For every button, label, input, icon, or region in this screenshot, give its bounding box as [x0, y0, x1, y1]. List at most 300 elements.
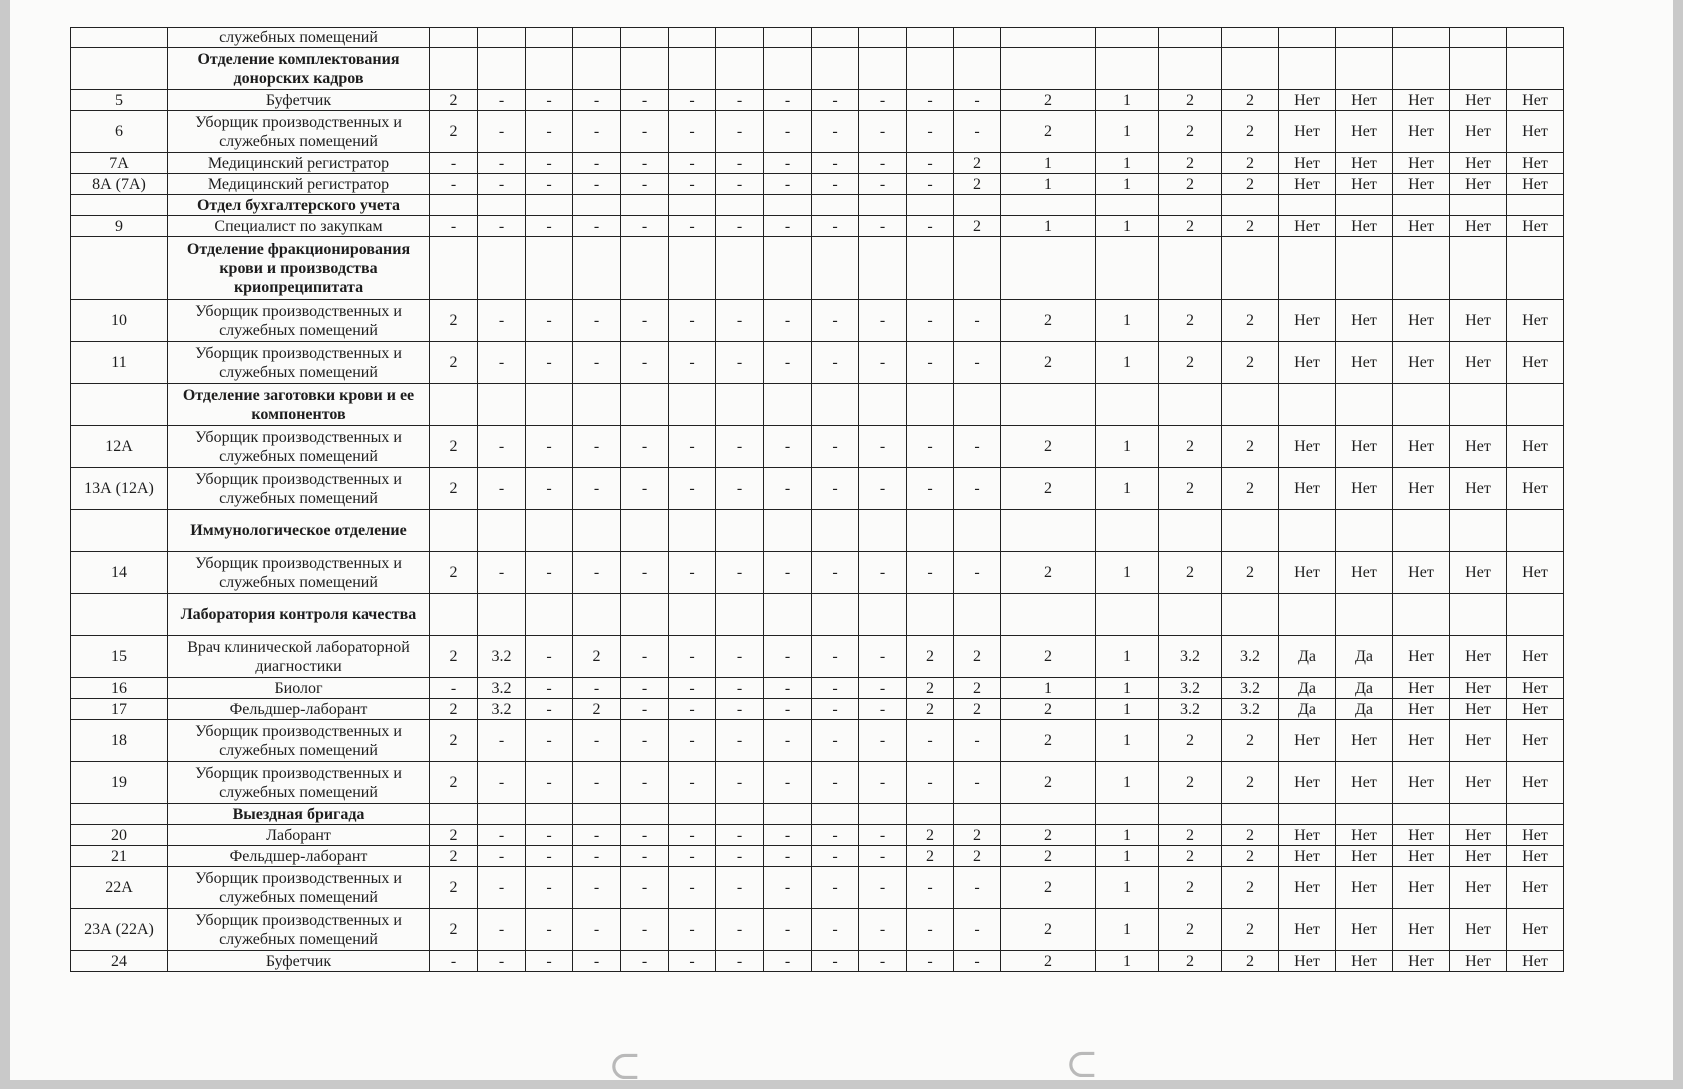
- job-title-cell: Фельдшер-лаборант: [168, 846, 430, 867]
- value-cell: [859, 195, 907, 216]
- value-cell: Нет: [1393, 111, 1450, 153]
- value-cell: -: [621, 846, 669, 867]
- value-cell: -: [812, 636, 859, 678]
- section-row: [71, 195, 1564, 216]
- value-cell: 1: [1001, 153, 1096, 174]
- value-cell: Нет: [1450, 342, 1507, 384]
- value-cell: -: [954, 720, 1001, 762]
- value-cell: -: [621, 951, 669, 972]
- value-cell: Нет: [1336, 552, 1393, 594]
- value-cell: -: [764, 216, 812, 237]
- value-cell: Нет: [1393, 636, 1450, 678]
- value-cell: 2: [1001, 426, 1096, 468]
- value-cell: Нет: [1336, 468, 1393, 510]
- value-cell: -: [621, 90, 669, 111]
- value-cell: [1096, 594, 1159, 636]
- value-cell: 1: [1096, 909, 1159, 951]
- value-cell: 1: [1001, 678, 1096, 699]
- value-cell: [1336, 195, 1393, 216]
- value-cell: Нет: [1393, 762, 1450, 804]
- table-row: [71, 552, 1564, 594]
- value-cell: 3.2: [478, 636, 526, 678]
- value-cell: [1159, 48, 1222, 90]
- row-number-cell: [71, 804, 168, 825]
- value-cell: [1279, 384, 1336, 426]
- value-cell: [430, 384, 478, 426]
- value-cell: Нет: [1393, 174, 1450, 195]
- row-number-cell: [71, 237, 168, 300]
- table-row: [71, 342, 1564, 384]
- value-cell: Нет: [1279, 468, 1336, 510]
- value-cell: -: [764, 111, 812, 153]
- value-cell: -: [907, 867, 954, 909]
- value-cell: [1001, 237, 1096, 300]
- value-cell: -: [478, 111, 526, 153]
- value-cell: -: [716, 762, 764, 804]
- value-cell: Нет: [1279, 846, 1336, 867]
- value-cell: Да: [1336, 699, 1393, 720]
- value-cell: 1: [1096, 468, 1159, 510]
- value-cell: [478, 237, 526, 300]
- value-cell: -: [859, 552, 907, 594]
- value-cell: -: [621, 909, 669, 951]
- value-cell: [1001, 28, 1096, 48]
- value-cell: -: [716, 468, 764, 510]
- value-cell: Нет: [1450, 636, 1507, 678]
- value-cell: [812, 48, 859, 90]
- value-cell: 3.2: [478, 699, 526, 720]
- section-title: Лаборатория контроля качества: [168, 594, 430, 636]
- value-cell: Нет: [1393, 846, 1450, 867]
- value-cell: [812, 28, 859, 48]
- value-cell: 2: [1001, 90, 1096, 111]
- value-cell: [478, 510, 526, 552]
- value-cell: -: [907, 174, 954, 195]
- table-row: [71, 153, 1564, 174]
- value-cell: [526, 510, 573, 552]
- value-cell: -: [478, 762, 526, 804]
- value-cell: Нет: [1507, 699, 1564, 720]
- value-cell: -: [859, 342, 907, 384]
- value-cell: 2: [1159, 174, 1222, 195]
- value-cell: Нет: [1507, 552, 1564, 594]
- value-cell: [1393, 384, 1450, 426]
- table-row: [71, 678, 1564, 699]
- value-cell: Нет: [1393, 951, 1450, 972]
- value-cell: -: [669, 174, 716, 195]
- job-title-cell: Уборщик производственных и служебных помещений: [168, 867, 430, 909]
- value-cell: [1507, 594, 1564, 636]
- value-cell: -: [621, 867, 669, 909]
- value-cell: -: [669, 153, 716, 174]
- value-cell: 1: [1096, 846, 1159, 867]
- value-cell: -: [716, 867, 764, 909]
- value-cell: -: [716, 846, 764, 867]
- value-cell: [859, 804, 907, 825]
- scan-mark-right: ⊂: [1065, 1041, 1099, 1086]
- value-cell: Нет: [1507, 111, 1564, 153]
- value-cell: -: [764, 342, 812, 384]
- value-cell: 2: [907, 699, 954, 720]
- value-cell: Нет: [1507, 342, 1564, 384]
- value-cell: [859, 48, 907, 90]
- value-cell: -: [573, 153, 621, 174]
- value-cell: 2: [1159, 342, 1222, 384]
- value-cell: 2: [430, 342, 478, 384]
- value-cell: 2: [430, 825, 478, 846]
- value-cell: [1336, 384, 1393, 426]
- value-cell: 3.2: [1159, 699, 1222, 720]
- value-cell: Нет: [1507, 216, 1564, 237]
- value-cell: -: [812, 90, 859, 111]
- value-cell: -: [573, 678, 621, 699]
- value-cell: -: [954, 111, 1001, 153]
- value-cell: [669, 510, 716, 552]
- value-cell: [573, 48, 621, 90]
- value-cell: -: [716, 699, 764, 720]
- value-cell: -: [812, 153, 859, 174]
- value-cell: [478, 804, 526, 825]
- value-cell: 2: [1159, 426, 1222, 468]
- table-row: [71, 90, 1564, 111]
- value-cell: Нет: [1507, 90, 1564, 111]
- value-cell: -: [573, 552, 621, 594]
- value-cell: [716, 510, 764, 552]
- value-cell: [669, 594, 716, 636]
- value-cell: -: [430, 951, 478, 972]
- table-row: [71, 867, 1564, 909]
- value-cell: -: [764, 951, 812, 972]
- value-cell: [907, 384, 954, 426]
- value-cell: [669, 195, 716, 216]
- value-cell: -: [669, 762, 716, 804]
- value-cell: 2: [430, 300, 478, 342]
- value-cell: [1336, 28, 1393, 48]
- job-title-cell: Уборщик производственных и служебных помещений: [168, 342, 430, 384]
- value-cell: Нет: [1507, 174, 1564, 195]
- value-cell: -: [669, 468, 716, 510]
- value-cell: [764, 594, 812, 636]
- value-cell: [859, 594, 907, 636]
- value-cell: Нет: [1336, 216, 1393, 237]
- value-cell: -: [812, 825, 859, 846]
- value-cell: 2: [1159, 720, 1222, 762]
- value-cell: 1: [1096, 720, 1159, 762]
- value-cell: -: [621, 678, 669, 699]
- value-cell: [1001, 195, 1096, 216]
- value-cell: Нет: [1393, 300, 1450, 342]
- value-cell: 2: [954, 216, 1001, 237]
- value-cell: 1: [1096, 90, 1159, 111]
- row-number-cell: 21: [71, 846, 168, 867]
- value-cell: 2: [430, 111, 478, 153]
- row-number-cell: [71, 48, 168, 90]
- value-cell: 3.2: [1222, 636, 1279, 678]
- value-cell: -: [812, 552, 859, 594]
- value-cell: -: [812, 174, 859, 195]
- value-cell: [621, 237, 669, 300]
- value-cell: [1222, 594, 1279, 636]
- value-cell: -: [716, 342, 764, 384]
- value-cell: Нет: [1393, 909, 1450, 951]
- row-number-cell: 24: [71, 951, 168, 972]
- value-cell: 2: [1159, 846, 1222, 867]
- value-cell: [764, 28, 812, 48]
- value-cell: [1279, 237, 1336, 300]
- value-cell: [907, 237, 954, 300]
- value-cell: [907, 804, 954, 825]
- value-cell: Нет: [1450, 216, 1507, 237]
- value-cell: 2: [1222, 111, 1279, 153]
- value-cell: -: [812, 846, 859, 867]
- job-title-cell: Врач клинической лабораторной диагностики: [168, 636, 430, 678]
- value-cell: [1222, 384, 1279, 426]
- value-cell: -: [526, 636, 573, 678]
- value-cell: -: [907, 552, 954, 594]
- value-cell: -: [716, 153, 764, 174]
- value-cell: -: [573, 720, 621, 762]
- value-cell: [1222, 28, 1279, 48]
- value-cell: -: [859, 762, 907, 804]
- value-cell: 1: [1096, 762, 1159, 804]
- value-cell: -: [478, 216, 526, 237]
- value-cell: [526, 384, 573, 426]
- value-cell: [1279, 804, 1336, 825]
- value-cell: -: [907, 468, 954, 510]
- value-cell: -: [812, 678, 859, 699]
- value-cell: Нет: [1279, 720, 1336, 762]
- value-cell: [1159, 594, 1222, 636]
- value-cell: -: [812, 426, 859, 468]
- value-cell: -: [859, 678, 907, 699]
- value-cell: [907, 28, 954, 48]
- value-cell: [907, 195, 954, 216]
- value-cell: [573, 510, 621, 552]
- value-cell: [764, 510, 812, 552]
- job-title-cell: Уборщик производственных и служебных помещений: [168, 468, 430, 510]
- job-title-cell: Медицинский регистратор: [168, 174, 430, 195]
- value-cell: -: [621, 300, 669, 342]
- value-cell: -: [716, 636, 764, 678]
- value-cell: -: [430, 153, 478, 174]
- value-cell: -: [812, 111, 859, 153]
- value-cell: -: [812, 216, 859, 237]
- value-cell: Нет: [1507, 762, 1564, 804]
- value-cell: Нет: [1507, 468, 1564, 510]
- section-row: [71, 384, 1564, 426]
- scan-mark-left: ⊂: [608, 1043, 642, 1088]
- value-cell: -: [954, 426, 1001, 468]
- value-cell: [1096, 804, 1159, 825]
- value-cell: Нет: [1507, 951, 1564, 972]
- value-cell: 2: [1222, 909, 1279, 951]
- row-number-cell: 14: [71, 552, 168, 594]
- value-cell: [764, 804, 812, 825]
- value-cell: [669, 28, 716, 48]
- value-cell: [1159, 510, 1222, 552]
- value-cell: [573, 195, 621, 216]
- table-row: [71, 720, 1564, 762]
- value-cell: 2: [1159, 111, 1222, 153]
- value-cell: 2: [430, 909, 478, 951]
- job-title-cell: Уборщик производственных и служебных помещений: [168, 909, 430, 951]
- value-cell: -: [621, 426, 669, 468]
- value-cell: -: [478, 909, 526, 951]
- row-number-cell: 19: [71, 762, 168, 804]
- section-row: [71, 237, 1564, 300]
- job-title-cell: Специалист по закупкам: [168, 216, 430, 237]
- value-cell: -: [859, 720, 907, 762]
- value-cell: 2: [1159, 909, 1222, 951]
- value-cell: [621, 195, 669, 216]
- value-cell: [1450, 384, 1507, 426]
- value-cell: Нет: [1393, 342, 1450, 384]
- value-cell: -: [716, 174, 764, 195]
- value-cell: Нет: [1450, 300, 1507, 342]
- value-cell: [430, 594, 478, 636]
- job-title-cell: Медицинский регистратор: [168, 153, 430, 174]
- value-cell: 2: [430, 426, 478, 468]
- row-number-cell: 12А: [71, 426, 168, 468]
- value-cell: [430, 804, 478, 825]
- value-cell: -: [859, 951, 907, 972]
- value-cell: Нет: [1279, 762, 1336, 804]
- value-cell: [621, 510, 669, 552]
- value-cell: Да: [1336, 636, 1393, 678]
- value-cell: -: [764, 846, 812, 867]
- value-cell: [573, 594, 621, 636]
- value-cell: 2: [1222, 216, 1279, 237]
- value-cell: -: [907, 216, 954, 237]
- value-cell: -: [859, 90, 907, 111]
- value-cell: -: [859, 699, 907, 720]
- value-cell: 1: [1096, 552, 1159, 594]
- value-cell: [716, 195, 764, 216]
- value-cell: [954, 237, 1001, 300]
- value-cell: 2: [1001, 552, 1096, 594]
- value-cell: [716, 48, 764, 90]
- value-cell: -: [859, 153, 907, 174]
- value-cell: -: [859, 111, 907, 153]
- table-row: [71, 111, 1564, 153]
- row-number-cell: 16: [71, 678, 168, 699]
- value-cell: [669, 384, 716, 426]
- value-cell: [1507, 510, 1564, 552]
- value-cell: [812, 510, 859, 552]
- value-cell: [478, 195, 526, 216]
- value-cell: -: [621, 153, 669, 174]
- value-cell: Нет: [1279, 216, 1336, 237]
- row-number-cell: 22А: [71, 867, 168, 909]
- value-cell: -: [907, 762, 954, 804]
- value-cell: Да: [1279, 699, 1336, 720]
- value-cell: [430, 195, 478, 216]
- value-cell: 2: [1001, 699, 1096, 720]
- value-cell: 2: [1159, 552, 1222, 594]
- value-cell: 1: [1001, 174, 1096, 195]
- value-cell: Нет: [1450, 552, 1507, 594]
- value-cell: 2: [1222, 762, 1279, 804]
- value-cell: Нет: [1450, 468, 1507, 510]
- value-cell: Нет: [1336, 111, 1393, 153]
- value-cell: -: [764, 762, 812, 804]
- value-cell: -: [526, 426, 573, 468]
- value-cell: -: [621, 825, 669, 846]
- value-cell: Нет: [1336, 342, 1393, 384]
- value-cell: 2: [573, 699, 621, 720]
- value-cell: [859, 384, 907, 426]
- value-cell: -: [573, 174, 621, 195]
- value-cell: [526, 48, 573, 90]
- value-cell: [430, 28, 478, 48]
- value-cell: -: [430, 216, 478, 237]
- value-cell: -: [716, 825, 764, 846]
- value-cell: [573, 804, 621, 825]
- table-row: [71, 426, 1564, 468]
- value-cell: Нет: [1450, 174, 1507, 195]
- value-cell: -: [954, 552, 1001, 594]
- job-title-cell: Лаборант: [168, 825, 430, 846]
- value-cell: Нет: [1279, 909, 1336, 951]
- value-cell: [669, 237, 716, 300]
- value-cell: [812, 594, 859, 636]
- value-cell: [716, 28, 764, 48]
- value-cell: 1: [1096, 342, 1159, 384]
- value-cell: -: [573, 909, 621, 951]
- value-cell: 2: [1159, 825, 1222, 846]
- value-cell: [907, 510, 954, 552]
- value-cell: 3.2: [1222, 678, 1279, 699]
- value-cell: [478, 384, 526, 426]
- value-cell: 2: [907, 825, 954, 846]
- value-cell: [954, 48, 1001, 90]
- value-cell: Нет: [1393, 867, 1450, 909]
- value-cell: Нет: [1279, 300, 1336, 342]
- value-cell: -: [478, 174, 526, 195]
- value-cell: 2: [1159, 153, 1222, 174]
- value-cell: [1096, 195, 1159, 216]
- row-number-cell: [71, 28, 168, 48]
- value-cell: -: [907, 90, 954, 111]
- value-cell: [954, 804, 1001, 825]
- value-cell: -: [526, 153, 573, 174]
- row-number-cell: 5: [71, 90, 168, 111]
- value-cell: Нет: [1279, 867, 1336, 909]
- value-cell: Нет: [1450, 90, 1507, 111]
- value-cell: 2: [954, 825, 1001, 846]
- value-cell: 2: [954, 636, 1001, 678]
- value-cell: [1001, 510, 1096, 552]
- value-cell: 2: [1222, 825, 1279, 846]
- value-cell: Нет: [1336, 951, 1393, 972]
- value-cell: Нет: [1450, 699, 1507, 720]
- value-cell: -: [812, 867, 859, 909]
- value-cell: -: [954, 762, 1001, 804]
- value-cell: Нет: [1450, 867, 1507, 909]
- job-title-cell: Уборщик производственных и служебных помещений: [168, 111, 430, 153]
- value-cell: -: [573, 90, 621, 111]
- value-cell: -: [859, 867, 907, 909]
- value-cell: 2: [1159, 867, 1222, 909]
- value-cell: 2: [1001, 909, 1096, 951]
- value-cell: 2: [1001, 720, 1096, 762]
- value-cell: -: [478, 846, 526, 867]
- value-cell: -: [764, 426, 812, 468]
- document-page: [10, 0, 1673, 1088]
- value-cell: -: [764, 678, 812, 699]
- value-cell: -: [573, 342, 621, 384]
- value-cell: [1507, 804, 1564, 825]
